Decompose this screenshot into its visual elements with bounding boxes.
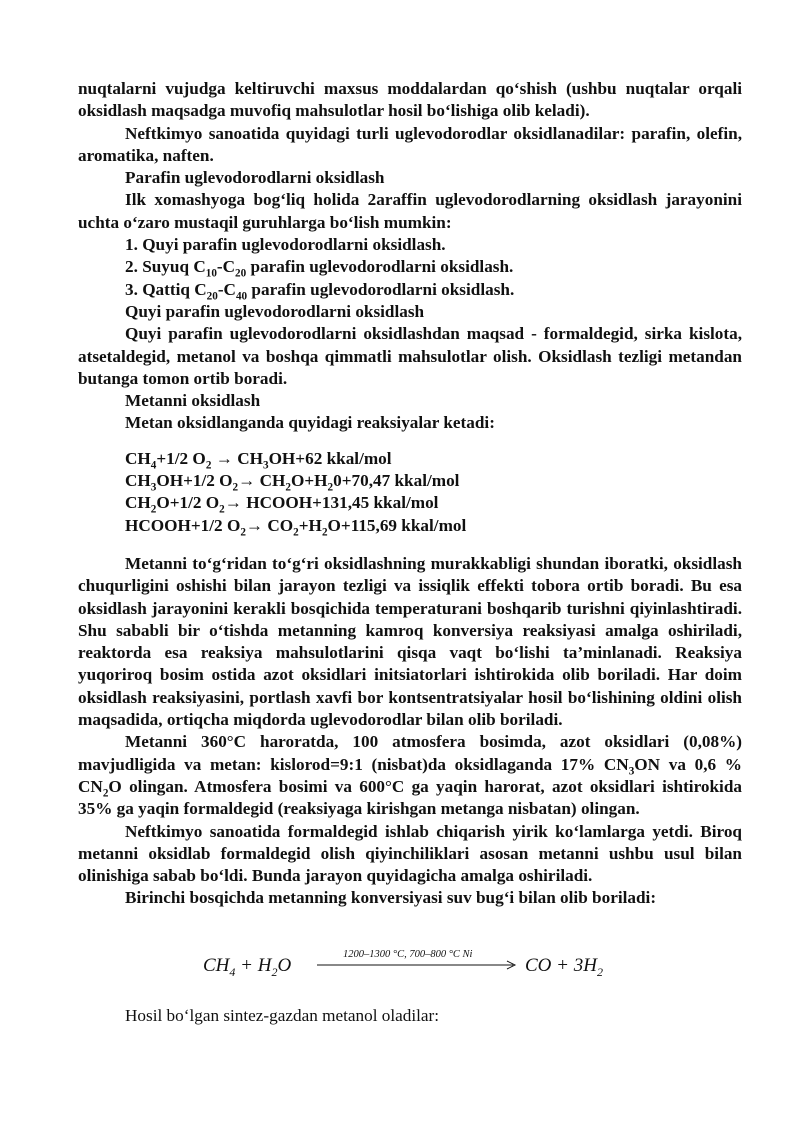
document-body <box>78 78 742 910</box>
reaction-3: $CH_2O+1/2$ $O_2\to$ HCOOH+131,45 kkal/mol <box>125 493 439 516</box>
list-item: 2. Suyuq $C_{10}-C_{20}$ parafin uglevodorodlarni oksidlash. <box>125 257 514 280</box>
paragraph: Ilk xomashyoga bog‘liq holida 2araffin uglevodorodlarning oksidlash jarayonini uchta o‘zaro mustaqil guruhlarga bo‘lish mumkin: <box>78 190 742 232</box>
reaction-1: $CH_4+1/2$ $O_2 \to CH_3OH+62$ kkal/mol <box>125 448 392 472</box>
list-item: 3. Qattiq $C_{20}-C_{40}$ parafin uglevodorodlarni oksidlash. <box>125 279 515 303</box>
paragraph: Hosil bo‘lgan sintez-gazdan metanol oladilar: <box>125 1006 440 1026</box>
section-heading: Parafin uglevodorodlarni oksidlash <box>125 168 385 188</box>
paragraph: nuqtalarni vujudga keltiruvchi maxsus moddalardan qo‘shish (ushbu nuqtalar orqali oksidlash maqsadga muvofiq mahsulotlar hosil bo‘lishiga olib keladi). <box>78 79 742 121</box>
paragraph: Neftkimyo sanoatida quyidagi turli uglevodorodlar oksidlanadilar: parafin, olefin, aromatika, naften. <box>78 123 742 165</box>
paragraph: Metanni 360°C haroratda, 100 atmosfera bosimda, azot oksidlari (0,08%) mavjudligida va metan: kislorod=9:1 (nisbat)da oksidlaganda 17% $CN_3ON$ va 0,6 % $CN_2O$ olingan. Atmosfera bosimi va 600°C ga yaqin harorat, azot oksidlari ishtirokida 35% ga yaqin formaldegid (reaksiyaga kirishgan metanga nisbatan) olingan. <box>78 732 742 819</box>
eq-conditions: 1200–1300 °C, 700–800 °C Ni <box>343 949 473 960</box>
section-heading: Metanni oksidlash <box>125 391 261 411</box>
eq-rhs: CO + $3H_2$ <box>525 955 603 977</box>
conversion-equation <box>203 947 643 977</box>
paragraph: Metanni to‘g‘ridan to‘g‘ri oksidlashning murakkabligi shundan iboratki, oksidlash chuqurligini oshishi bilan jarayon tezligi va issiqlik effekti tobora ortib boradi. Bu esa oksidlash jarayonini kerakli bosqichida temperaturani boshqarib turishni qiyinlashtiradi. Shu sababli bir o‘tishda metanning kamroq konversiya reaksiyasi amalga oshiriladi, reaktorda esa reaksiya mahsulotlarini qisqa vaqt bo‘lishi ta’minlanadi. Reaksiya yuqoriroq bosim ostida azot oksidlari initsiatorlari ishtirokida olib boriladi. Har doim oksidlash reaksiyasini, portlash xavfi bor kontsentratsiyalar hosil bo‘lishining oldini olish maqsadida, ortiqcha miqdorda uglevodorodlar bilan olib boriladi. <box>78 553 742 730</box>
paragraph: Quyi parafin uglevodorodlarni oksidlashdan maqsad - formaldegid, sirka kislota, atsetaldegid, metanol va boshqa qimmatli mahsulotlar olish. Oksidlash tezligi metandan butanga tomon ortib boradi. <box>78 324 742 388</box>
list-item: 1. Quyi parafin uglevodorodlarni oksidlash. <box>125 235 446 255</box>
paragraph: Neftkimyo sanoatida formaldegid ishlab chiqarish yirik ko‘lamlarga yetdi. Biroq metanni oksidlab formaldegid olish qiyinchiliklari asosan metanni ushbu usul bilan olinishiga sabab bo‘ldi. Bunda jarayon quyidagicha amalga oshiriladi. <box>78 821 742 886</box>
reaction-4: HCOOH+1/2 $O_2\to CO_2+H_2O+115,69$ kkal/mol <box>125 515 467 539</box>
reaction-2: $CH_3OH+1/2$ $O_2\to CH_2O+H_20+70,47$ kkal/mol <box>125 471 460 494</box>
eq-lhs: $CH_4 + H_2O$ <box>203 955 292 977</box>
paragraph: Metan oksidlanganda quyidagi reaksiyalar ketadi: <box>125 413 495 433</box>
section-heading: Quyi parafin uglevodorodlarni oksidlash <box>125 301 425 321</box>
paragraph: Birinchi bosqichda metanning konversiyasi suv bug‘i bilan olib boriladi: <box>125 888 657 908</box>
